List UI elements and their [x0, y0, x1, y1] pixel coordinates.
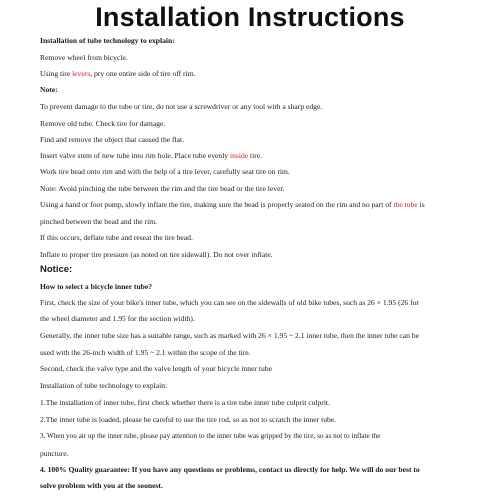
step-insert-valve [40, 150, 490, 161]
paragraph-valve: Second, check the valve type and the valve length of your bicycle inner tube [40, 364, 272, 373]
paragraph-range-2: used with the 26-inch width of 1.95 ~ 2.1 within the scope of the tire. [40, 348, 251, 357]
note-label: Note: [40, 85, 58, 94]
step-text: is [417, 200, 425, 209]
step-tire-levers [40, 68, 490, 79]
item-air-up-2: puncture. [40, 449, 69, 458]
step-text: Insert valve stem of new tube into rim hole. Place tube evenly [40, 151, 230, 160]
step-seat-bead: Work tire bead onto rim and with the help of a tire lever, carefully seat tire on rim. [40, 167, 290, 176]
paragraph-size-2: the wheel diameter and 1.95 for the section width). [40, 314, 195, 323]
item-air-up-1: 3. When you air up the inner tube, please pay attention to the inner tube was gripped by the tire, so as not to inflate the [40, 432, 381, 440]
paragraph-technology: Installation of tube technology to explain: [40, 381, 168, 390]
step-pressure: Inflate to proper tire pressure (as noted on tire sidewall). Do not over inflate. [40, 250, 273, 259]
item-tire-rod: 2.The inner tube is loaded, please be careful to use the tire rod, so as not to scratch the inner tube. [40, 415, 337, 424]
paragraph-size-1: First, check the size of your bike's inner tube, which you can see on the sidewalls of old bike tubes, such as 26 × 1.95 (26 for [40, 298, 419, 307]
notice-heading: Notice: [40, 264, 73, 275]
guarantee-line-1: 4. 100% Quality guarantee: If you have any questions or problems, contact us directly for help. We will do our best to [40, 465, 420, 474]
step-find-object: Find and remove the object that caused the flat. [40, 135, 185, 144]
guarantee-line-2: solve problem with you at the soonest. [40, 481, 163, 490]
note-pinching: Note: Avoid pinching the tube between the rim and the tire bead or the tire lever. [40, 184, 285, 193]
step-inflate-cont: pinched between the bead and the rim. [40, 217, 158, 226]
step-deflate: If this occurs, deflate tube and reseat the tire bead. [40, 233, 193, 242]
question-heading: How to select a bicycle inner tube? [40, 282, 153, 291]
step-text: , pry one entire side of tire off rim. [90, 69, 196, 78]
highlight-the-tube: the tube [393, 200, 418, 209]
step-text: tire. [248, 151, 263, 160]
step-text: Using a hand or foot pump, slowly inflate the tire, making sure the bead is properly seated on the rim and no part of [40, 200, 394, 209]
step-inflate [40, 199, 490, 210]
step-remove-old-tube: Remove old tube. Check tire for damage. [40, 119, 166, 128]
page-title: Installation Instructions [95, 2, 405, 32]
item-check-tube: 1.The installation of inner tube, first check whether there is a tire tube inner tube culprit culprit. [40, 398, 330, 407]
step-text: Using tire [40, 69, 73, 78]
note-sharp-tools: To prevent damage to the tube or tire, do not use a screwdriver or any tool with a sharp edge. [40, 102, 323, 111]
highlight-inside: inside [230, 151, 249, 160]
paragraph-range-1: Generally, the inner tube size has a suitable range, such as marked with 26 × 1.95 ~ 2.1 inner tube, then the inner tube can be [40, 331, 420, 340]
section-heading: Installation of tube technology to explain: [40, 36, 175, 45]
step-remove-wheel: Remove wheel from bicycle. [40, 53, 128, 62]
highlight-levers: levers [72, 69, 91, 78]
